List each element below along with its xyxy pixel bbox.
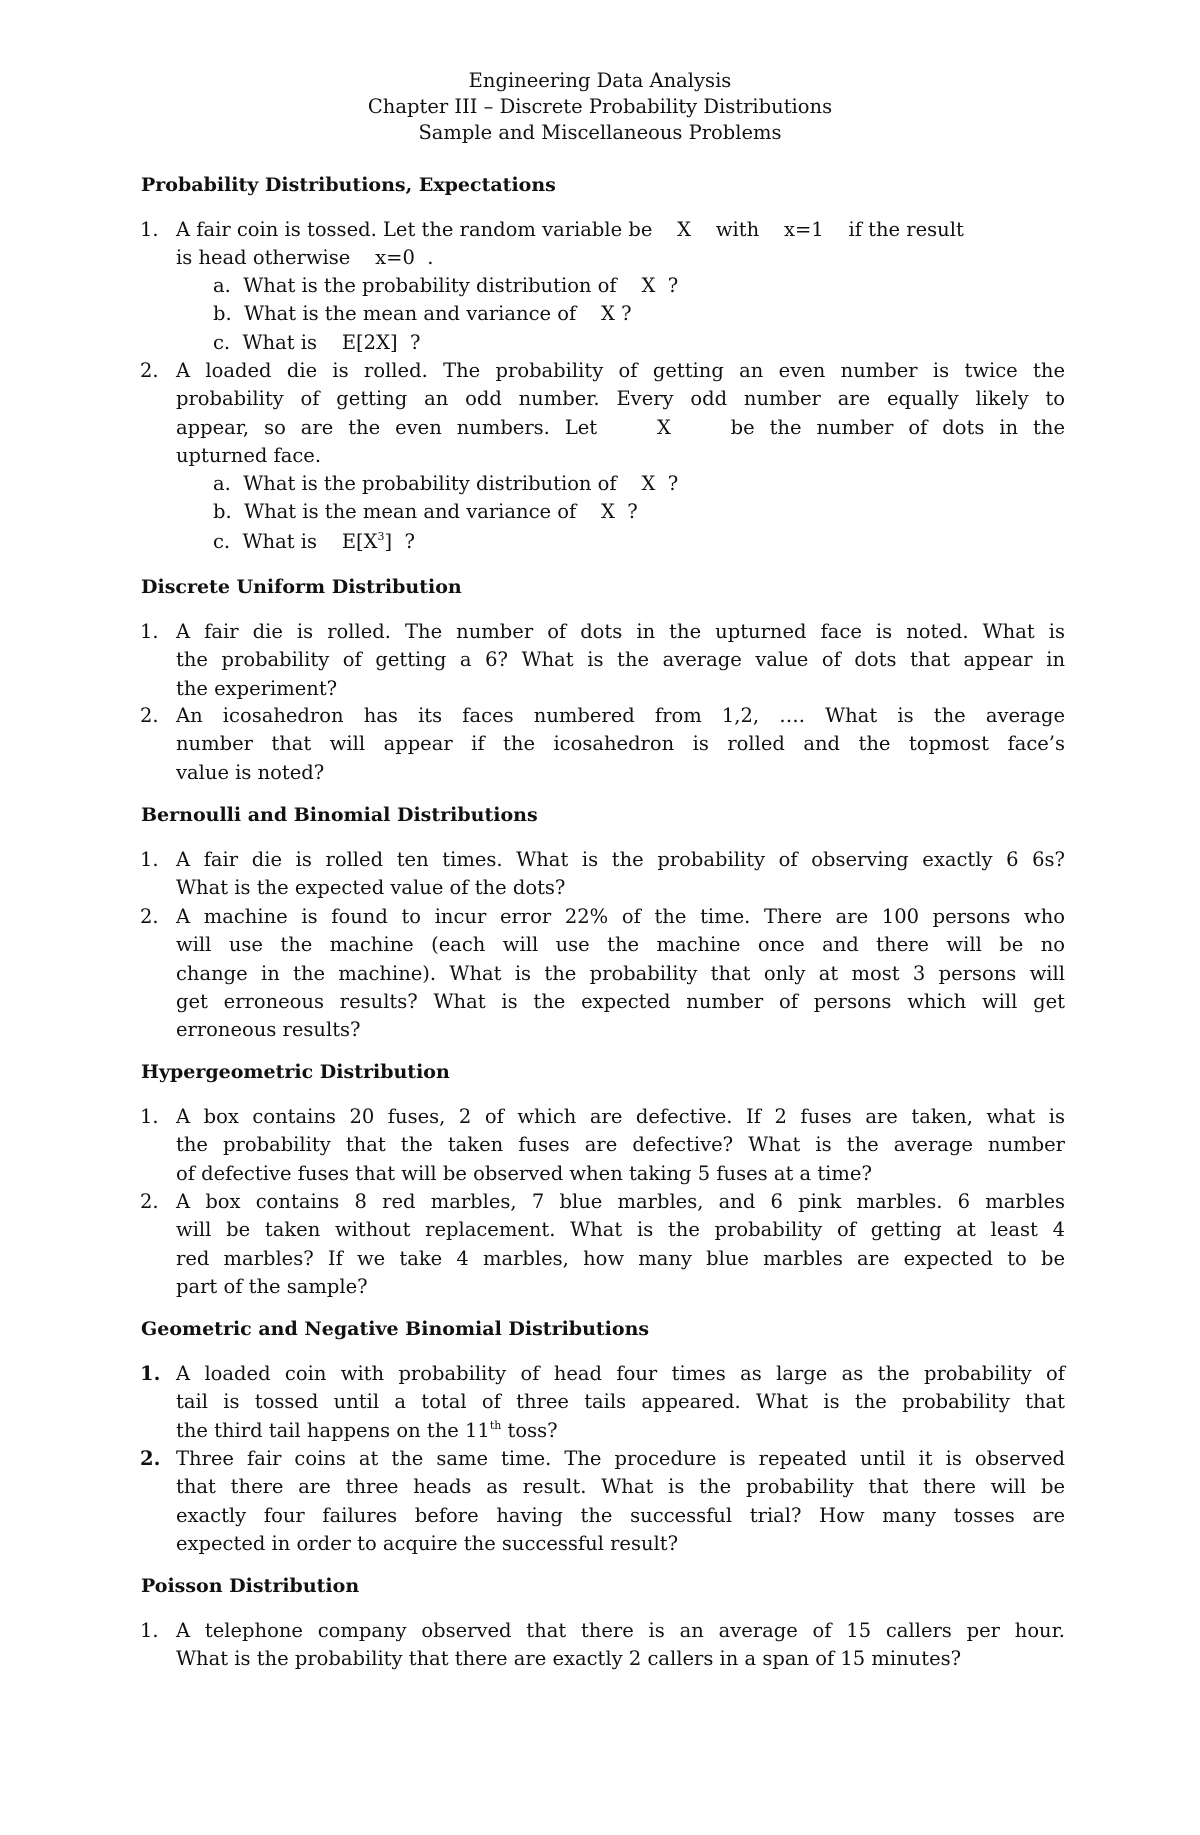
- problem-number: 2.: [140, 359, 159, 382]
- problem-item: [140, 357, 1065, 470]
- problem-number: 2.: [140, 905, 159, 928]
- problem-line: that there are three heads as result. What is the probability that there will be: [176, 1475, 1065, 1499]
- section-title-bernoulli-binomial: Bernoulli and Binomial Distributions: [141, 804, 538, 826]
- problem-line: number that will appear if the icosahedron is rolled and the topmost face’s: [176, 732, 1065, 756]
- problem-line: red marbles? If we take 4 marbles, how many blue marbles are expected to be: [176, 1246, 1065, 1270]
- problem-line: A fair die is rolled. The number of dots in the upturned face is noted. What is: [176, 620, 1065, 643]
- problem-line: is head otherwise x=0 .: [176, 246, 434, 270]
- problem-item: [140, 903, 1065, 1044]
- problem-line: What is the expected value of the dots?: [176, 876, 566, 900]
- problem-line: A loaded die is rolled. The probability of getting an even number is twice the: [176, 359, 1065, 382]
- problem-item: [140, 216, 1065, 273]
- problem-item: [140, 618, 1065, 703]
- problem-item: [140, 1360, 1065, 1445]
- problem-line: will be taken without replacement. What is the probability of getting at least 4: [176, 1218, 1065, 1242]
- problem-line: A fair coin is tossed. Let the random variable be X with x=1 if the result: [176, 218, 964, 241]
- problem-item: [140, 1617, 1065, 1674]
- problem-line: the probability that the taken fuses are defective? What is the average number: [176, 1133, 1065, 1157]
- problem-line: A machine is found to incur error 22% of the time. There are 100 persons who: [176, 905, 1065, 928]
- section-title-geometric-negative-binomial: Geometric and Negative Binomial Distributions: [141, 1318, 650, 1340]
- ordinal-suffix: th: [489, 1418, 502, 1432]
- problem-item: [140, 1103, 1065, 1188]
- problem-item: [140, 1445, 1065, 1558]
- problem-line: probability of getting an odd number. Every odd number are equally likely to: [176, 387, 1065, 411]
- problem-number: 1.: [140, 1105, 159, 1128]
- problem-line: the probability of getting a 6? What is the average value of dots that appear in: [176, 648, 1065, 672]
- problem-line: will use the machine (each will use the machine once and there will be no: [176, 933, 1065, 957]
- chapter-title: Chapter III – Discrete Probability Distributions: [367, 95, 833, 118]
- problem-line: of defective fuses that will be observed when taking 5 fuses at a time?: [176, 1161, 872, 1185]
- problem-number: 2.: [140, 1447, 161, 1470]
- problem-number: 1.: [140, 1619, 159, 1642]
- problem-line: part of the sample?: [176, 1274, 368, 1298]
- sub-question: c. What is E[2X] ?: [213, 331, 421, 354]
- problem-line: What is the probability that there are exactly 2 callers in a span of 15 minutes?: [176, 1647, 962, 1671]
- problem-line: expected in order to acquire the successful result?: [176, 1531, 679, 1555]
- problem-line: An icosahedron has its faces numbered from 1,2, …. What is the average: [176, 704, 1065, 727]
- problem-line: upturned face.: [176, 443, 322, 467]
- problem-line: Three fair coins at the same time. The procedure is repeated until it is observed: [176, 1447, 1065, 1470]
- problem-number: 1.: [140, 218, 159, 241]
- problem-line: A box contains 8 red marbles, 7 blue marbles, and 6 pink marbles. 6 marbles: [176, 1190, 1065, 1213]
- sub-question: a. What is the probability distribution of X ?: [213, 274, 679, 297]
- problem-line: the third tail happens on the 11th toss?: [176, 1418, 558, 1442]
- document-header: [0, 68, 1200, 146]
- problem-line: A loaded coin with probability of head four times as large as the probability of: [176, 1362, 1065, 1385]
- problem-line: A box contains 20 fuses, 2 of which are defective. If 2 fuses are taken, what is: [176, 1105, 1065, 1128]
- course-title: Engineering Data Analysis: [468, 69, 732, 92]
- problem-line: value is noted?: [176, 760, 325, 784]
- problem-line: A fair die is rolled ten times. What is the probability of observing exactly 6 6s?: [176, 848, 1065, 871]
- problem-line: erroneous results?: [176, 1018, 361, 1042]
- problem-item: [140, 1188, 1065, 1301]
- problem-number: 1.: [140, 620, 159, 643]
- problem-line: get erroneous results? What is the expected number of persons which will get: [176, 989, 1065, 1013]
- problem-number: 1.: [140, 1362, 161, 1385]
- section-title-hypergeometric: Hypergeometric Distribution: [141, 1061, 450, 1083]
- sub-question: b. What is the mean and variance of X ?: [213, 500, 638, 523]
- problem-number: 1.: [140, 848, 159, 871]
- problem-line: change in the machine). What is the probability that only at most 3 persons will: [176, 961, 1065, 985]
- problem-number: 2.: [140, 704, 159, 727]
- sub-question: c. What is $E[X^3]$ ?: [213, 530, 416, 553]
- exponent: 3: [377, 530, 385, 543]
- problem-line: the experiment?: [176, 676, 338, 700]
- problem-line: exactly four failures before having the successful trial? How many tosses are: [176, 1503, 1065, 1527]
- problem-line: appear, so are the even numbers. Let X be the number of dots in the: [176, 415, 1065, 439]
- problem-line: A telephone company observed that there is an average of 15 callers per hour.: [176, 1619, 1065, 1642]
- section-title-discrete-uniform: Discrete Uniform Distribution: [141, 576, 462, 598]
- problem-item: [140, 846, 1065, 903]
- problem-line: tail is tossed until a total of three tails appeared. What is the probability that: [176, 1390, 1065, 1414]
- section-title-probability-distributions: Probability Distributions, Expectations: [141, 174, 556, 196]
- sub-question: a. What is the probability distribution of X ?: [213, 472, 679, 495]
- problem-item: [140, 702, 1065, 787]
- document-subtitle: Sample and Miscellaneous Problems: [418, 121, 782, 144]
- sub-question: b. What is the mean and variance of X ?: [213, 302, 632, 325]
- problem-number: 2.: [140, 1190, 159, 1213]
- section-title-poisson: Poisson Distribution: [141, 1575, 360, 1597]
